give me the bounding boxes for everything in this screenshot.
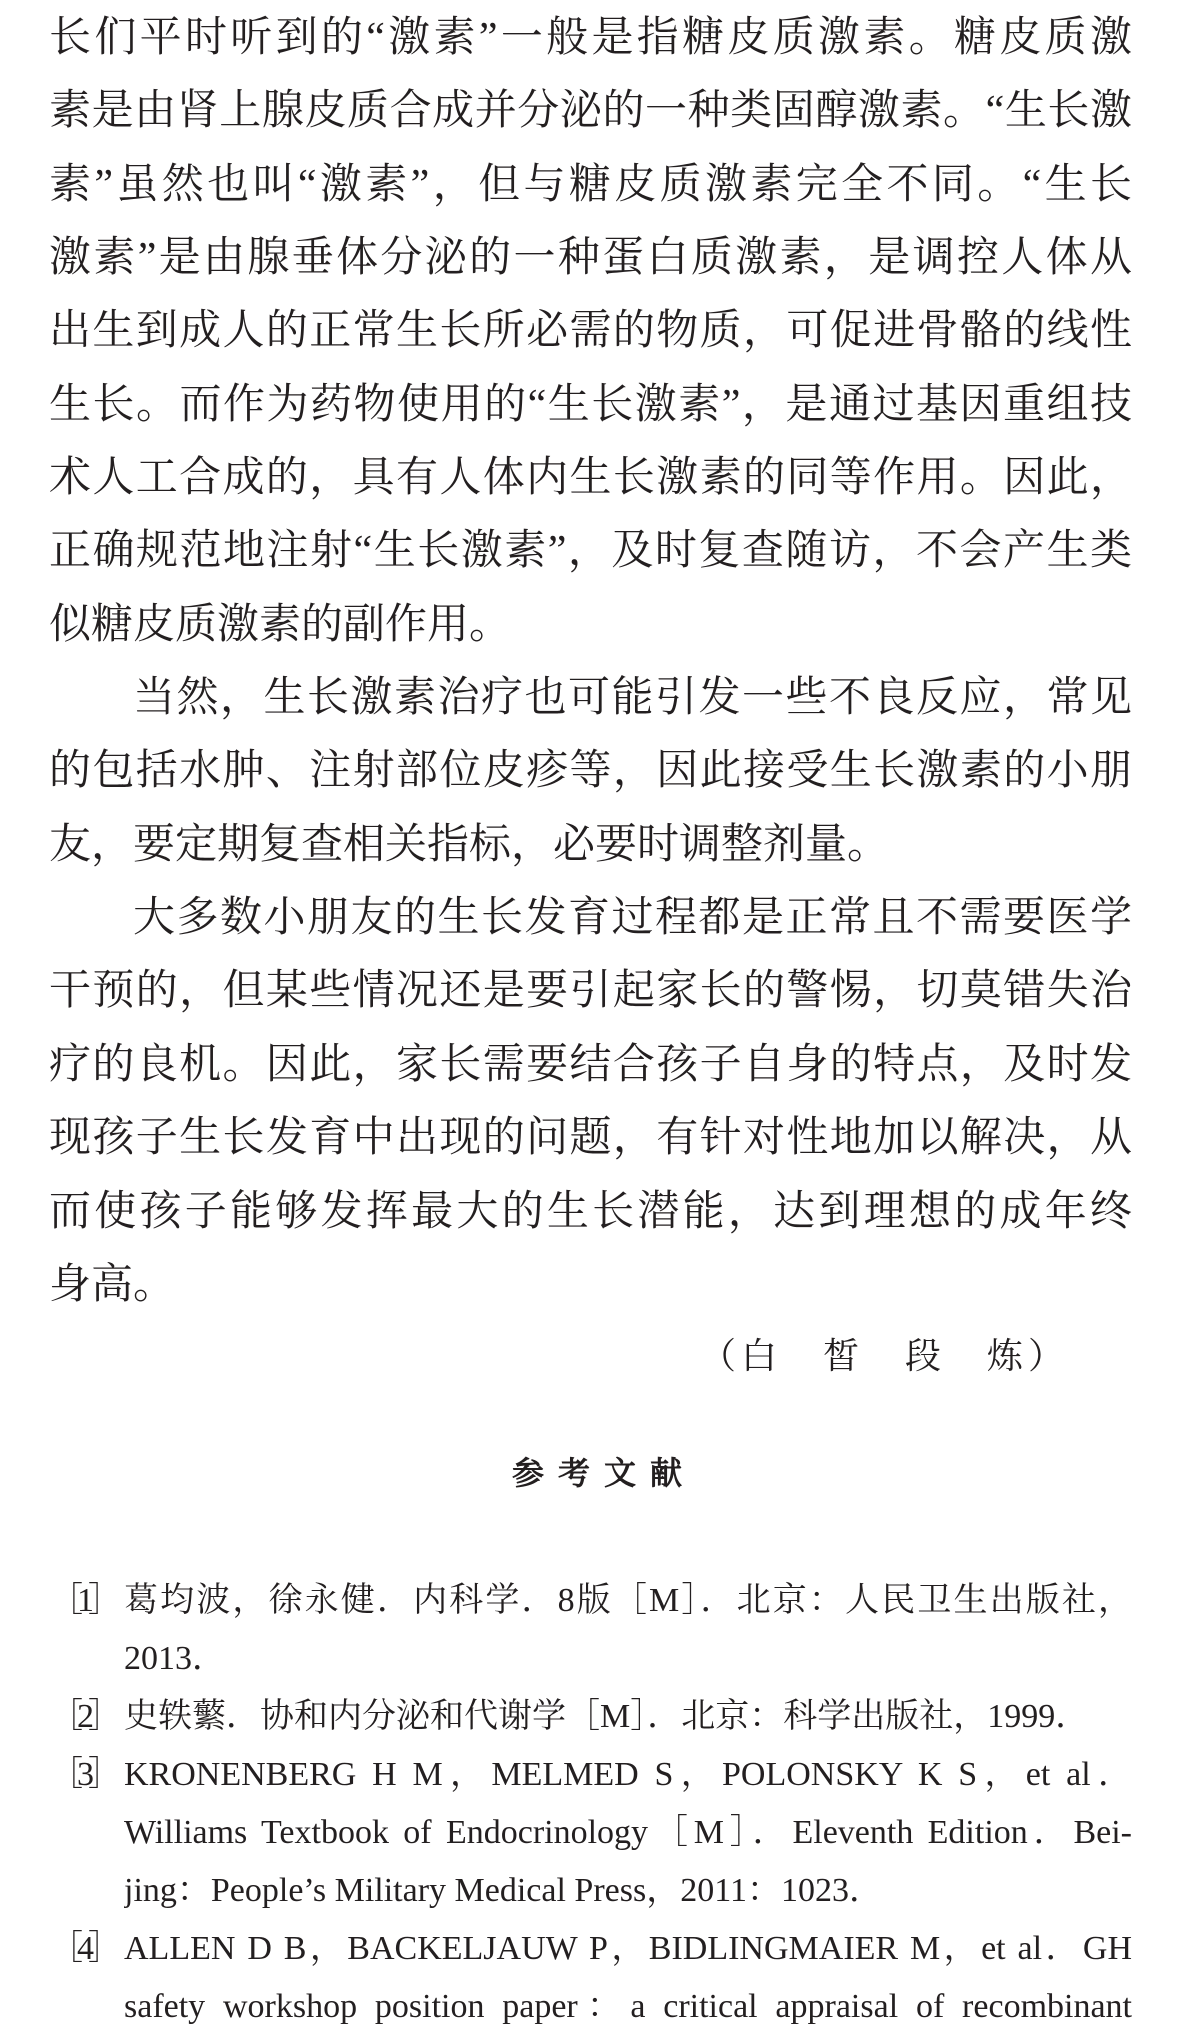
reference-item-1 [49,1572,1132,1688]
reference-item-4 [49,1920,1132,2032]
body-line: 干预的，但某些情况还是要引起家长的警惕，切莫错失治 [49,968,1132,1015]
body-text [49,2,1132,1322]
body-line: 术人工合成的，具有人体内生长激素的同等作用。因此， [49,455,1132,502]
body-line: 身高。 [49,1261,176,1308]
body-line: 正确规范地注射“生长激素”，及时复查随访，不会产生类 [49,528,1132,575]
reference-line: Williams Textbook of Endocrinology［M］．Eleventh Edition．Bei- [124,1814,1132,1851]
body-line: 激素”是由腺垂体分泌的一种蛋白质激素，是调控人体从 [49,235,1132,282]
reference-line: 史轶蘩．协和内分泌和代谢学［M］．北京：科学出版社，1999． [124,1698,1090,1735]
body-line: 出生到成人的正常生长所必需的物质，可促进骨骼的线性 [49,308,1132,355]
body-line: 当然，生长激素治疗也可能引发一些不良反应，常见 [133,675,1132,722]
body-paragraph-1 [49,2,1132,662]
body-line: 大多数小朋友的生长发育过程都是正常且不需要医学 [133,895,1132,942]
body-line: 素是由肾上腺皮质合成并分泌的一种类固醇激素。“生长激 [49,88,1132,135]
reference-line: KRONENBERG H M，MELMED S，POLONSKY K S，et al． [124,1756,1132,1793]
reference-line: 葛均波，徐永健．内科学．8版［M］．北京：人民卫生出版社， [124,1582,1132,1619]
reference-label: ［3］ [49,1756,116,1793]
reference-label: ［4］ [49,1930,116,1967]
reference-item-3 [49,1746,1132,1920]
body-line: 素”虽然也叫“激素”，但与糖皮质激素完全不同。“生长 [49,161,1132,208]
reference-item-2 [49,1688,1132,1746]
references-list [49,1572,1132,2032]
body-line: 而使孩子能够发挥最大的生长潜能，达到理想的成年终 [49,1188,1132,1235]
reference-line: jing：People’s Military Medical Press，2011：1023． [124,1872,883,1909]
body-line: 疗的良机。因此，家长需要结合孩子自身的特点，及时发 [49,1041,1132,1088]
body-line: 的包括水肿、注射部位皮疹等，因此接受生长激素的小朋 [49,748,1132,795]
body-line: 现孩子生长发育中出现的问题，有针对性地加以解决，从 [49,1115,1132,1162]
body-paragraph-3 [49,882,1132,1322]
reference-label: ［2］ [49,1698,116,1735]
body-line: 长们平时听到的“激素”一般是指糖皮质激素。糖皮质激 [49,15,1132,61]
reference-line: ALLEN D B，BACKELJAUW P，BIDLINGMAIER M，et al．GH [124,1930,1132,1967]
body-line: 似糖皮质激素的副作用。 [49,601,512,648]
reference-line: 2013． [124,1640,226,1677]
reference-line: safety workshop position paper：a critical appraisal of recombinant [124,1988,1132,2025]
author-signature: （白 皙 段 炼） [700,1336,1070,1376]
body-line: 友，要定期复查相关指标，必要时调整剂量。 [49,821,890,868]
reference-label: ［1］ [49,1582,116,1619]
body-paragraph-2 [49,662,1132,882]
references-heading: 参考文献 [512,1454,697,1492]
body-line: 生长。而作为药物使用的“生长激素”，是通过基因重组技 [49,381,1132,428]
